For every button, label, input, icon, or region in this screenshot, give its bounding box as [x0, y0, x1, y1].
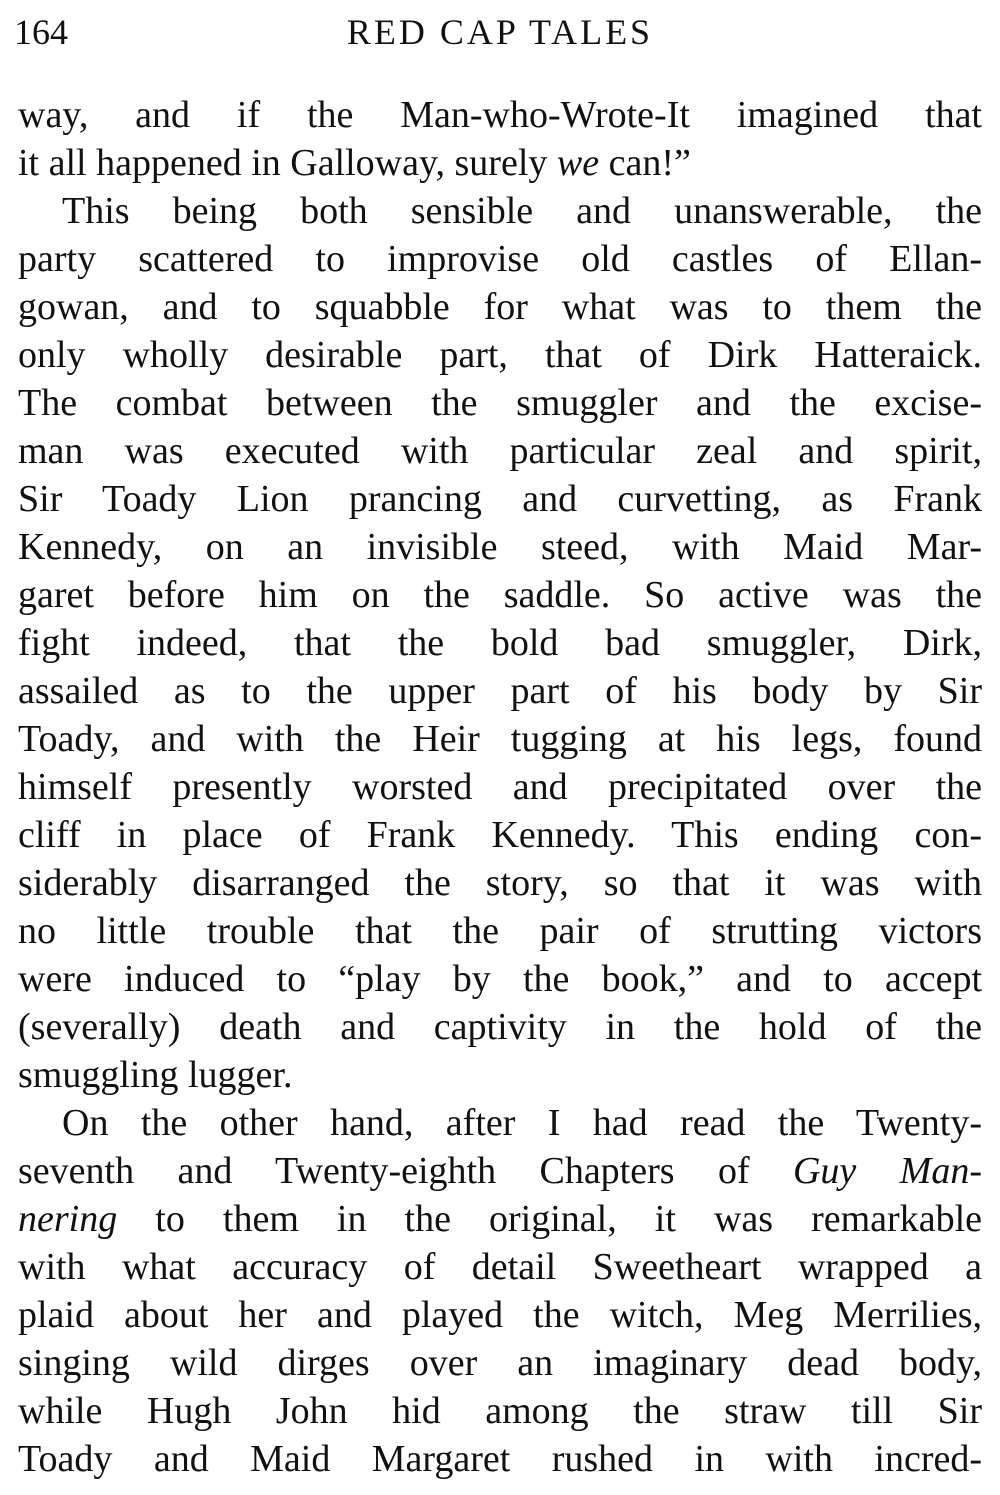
text-line: On the other hand, after I had read the Twenty-	[62, 1102, 982, 1144]
text-line: Sir Toady Lion prancing and curvetting, as Frank	[18, 478, 982, 520]
text-line: with what accuracy of detail Sweetheart wrapped a	[18, 1246, 982, 1288]
text-line: way, and if the Man-who-Wrote-It imagined that	[18, 94, 982, 136]
text-line: (severally) death and captivity in the hold of the	[18, 1006, 982, 1048]
text-line: The combat between the smuggler and the excise-	[18, 382, 982, 424]
text-line: only wholly desirable part, that of Dirk Hatteraick.	[18, 334, 982, 376]
text-line: party scattered to improvise old castles of Ellan-	[18, 238, 982, 280]
text-line: smuggling lugger.	[18, 1054, 293, 1096]
text-line: assailed as to the upper part of his body by Sir	[18, 670, 982, 712]
paragraph	[18, 91, 982, 187]
page-header	[14, 8, 986, 56]
text-line: Toady and Maid Margaret rushed in with incred-	[18, 1438, 982, 1480]
italic-text: Guy Man-	[792, 1150, 982, 1192]
text-line: plaid about her and played the witch, Meg Merrilies,	[18, 1294, 982, 1336]
text-line: Kennedy, on an invisible steed, with Maid Mar-	[18, 526, 982, 568]
text-line: while Hugh John hid among the straw till Sir	[18, 1390, 982, 1432]
text-line: no little trouble that the pair of strutting victors	[18, 910, 982, 952]
text-line: seventh and Twenty-eighth Chapters of Guy Man-	[18, 1150, 982, 1192]
text-line: Toady, and with the Heir tugging at his legs, found	[18, 718, 982, 760]
text-line: it all happened in Galloway, surely we can!”	[18, 142, 691, 184]
italic-text: we	[556, 142, 600, 184]
text-line: cliff in place of Frank Kennedy. This ending con-	[18, 814, 982, 856]
text-line: This being both sensible and unanswerable, the	[62, 190, 982, 232]
text-line: singing wild dirges over an imaginary dead body,	[18, 1342, 982, 1384]
text-line: gowan, and to squabble for what was to them the	[18, 286, 982, 328]
running-title: RED CAP TALES	[346, 12, 654, 52]
paragraph	[18, 187, 982, 1099]
page-number: 164	[14, 12, 68, 52]
text-line: fight indeed, that the bold bad smuggler, Dirk,	[18, 622, 982, 664]
paragraph	[18, 1099, 982, 1483]
text-line: nering to them in the original, it was remarkable	[18, 1198, 982, 1240]
text-line: man was executed with particular zeal and spirit,	[18, 430, 982, 472]
text-line: were induced to “play by the book,” and to accept	[18, 958, 982, 1000]
text-line: siderably disarranged the story, so that it was with	[18, 862, 982, 904]
text-line: garet before him on the saddle. So active was the	[18, 574, 982, 616]
italic-text: nering	[18, 1198, 118, 1240]
text-line: himself presently worsted and precipitated over the	[18, 766, 982, 808]
body-text	[18, 91, 982, 1483]
